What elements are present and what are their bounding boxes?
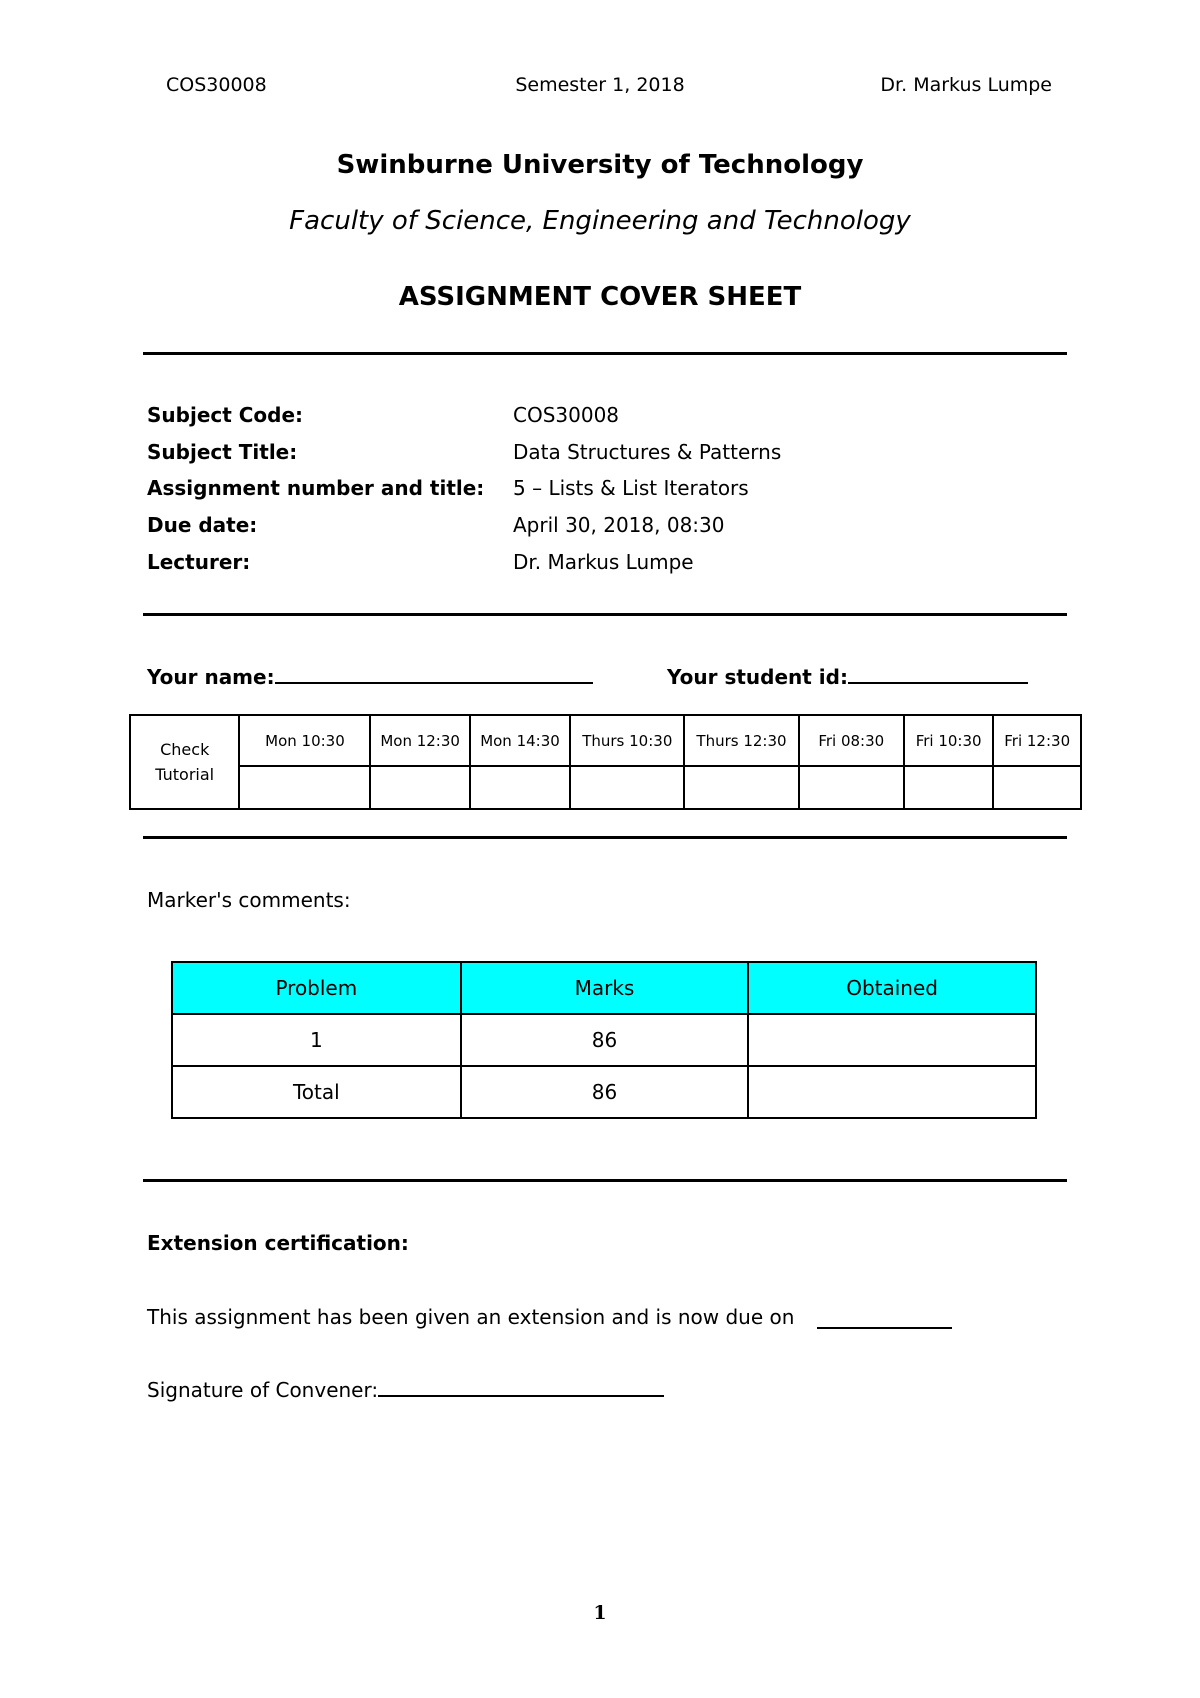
subject-title-value: Data Structures & Patterns [513, 440, 782, 464]
tutorial-check-box[interactable] [470, 766, 570, 809]
tutorial-slot: Mon 10:30 [239, 715, 370, 766]
subject-title-label: Subject Title: [147, 440, 298, 464]
tutorial-slot: Mon 12:30 [370, 715, 469, 766]
problem-cell: Total [172, 1066, 461, 1118]
tutorial-slot: Fri 08:30 [799, 715, 904, 766]
header-subject-code: COS30008 [166, 74, 267, 96]
tutorial-slot: Thurs 12:30 [684, 715, 798, 766]
cover-sheet-title: ASSIGNMENT COVER SHEET [398, 282, 802, 312]
subject-code-label: Subject Code: [147, 403, 304, 427]
tutorial-slot: Fri 12:30 [993, 715, 1081, 766]
marks-header-problem: Problem [172, 962, 461, 1014]
student-id-blank[interactable] [848, 682, 1028, 684]
extension-date-blank[interactable] [817, 1327, 952, 1329]
marks-cell: 86 [461, 1066, 749, 1118]
signature-label: Signature of Convener: [147, 1378, 379, 1402]
table-row [172, 1066, 1036, 1118]
university-title: Swinburne University of Technology [336, 150, 864, 180]
extension-text: This assignment has been given an extension and is now due on [147, 1305, 795, 1329]
lecturer-label: Lecturer: [147, 550, 251, 574]
tutorial-table [129, 714, 1082, 810]
student-name-label: Your name: [147, 665, 275, 689]
marks-cell: 86 [461, 1014, 749, 1066]
divider [143, 836, 1067, 839]
student-id-label: Your student id: [667, 665, 848, 689]
obtained-cell[interactable] [748, 1014, 1036, 1066]
assignment-value: 5 – Lists & List Iterators [513, 476, 749, 500]
divider [143, 613, 1067, 616]
lecturer-value: Dr. Markus Lumpe [513, 550, 694, 574]
tutorial-slot: Thurs 10:30 [570, 715, 684, 766]
check-tutorial-cell: Check Tutorial [130, 715, 239, 809]
tutorial-check-box[interactable] [239, 766, 370, 809]
divider [143, 1179, 1067, 1182]
tutorial-slot: Fri 10:30 [904, 715, 993, 766]
student-name-blank[interactable] [275, 682, 593, 684]
tutorial-check-box[interactable] [993, 766, 1081, 809]
problem-cell: 1 [172, 1014, 461, 1066]
faculty-title: Faculty of Science, Engineering and Technology [289, 206, 911, 236]
markers-comments-label: Marker's comments: [147, 888, 351, 912]
tutorial-check-box[interactable] [799, 766, 904, 809]
obtained-cell[interactable] [748, 1066, 1036, 1118]
subject-code-value: COS30008 [513, 403, 620, 427]
tutorial-slot: Mon 14:30 [470, 715, 570, 766]
due-date-label: Due date: [147, 513, 258, 537]
student-id-field[interactable] [667, 665, 1028, 689]
assignment-label: Assignment number and title: [147, 476, 485, 500]
tutorial-check-box[interactable] [904, 766, 993, 809]
divider [143, 352, 1067, 355]
marks-header-marks: Marks [461, 962, 749, 1014]
tutorial-check-box[interactable] [684, 766, 798, 809]
due-date-value: April 30, 2018, 08:30 [513, 513, 725, 537]
student-name-field[interactable] [147, 665, 593, 689]
signature-field[interactable] [147, 1378, 664, 1402]
extension-heading: Extension certification: [147, 1231, 409, 1255]
page-number: 1 [593, 1602, 607, 1624]
header-semester: Semester 1, 2018 [515, 74, 685, 96]
marks-header-obtained: Obtained [748, 962, 1036, 1014]
header-lecturer: Dr. Markus Lumpe [880, 74, 1052, 96]
signature-blank[interactable] [378, 1395, 664, 1397]
tutorial-check-box[interactable] [370, 766, 469, 809]
tutorial-check-box[interactable] [570, 766, 684, 809]
marks-table [171, 961, 1037, 1119]
table-row [172, 1014, 1036, 1066]
